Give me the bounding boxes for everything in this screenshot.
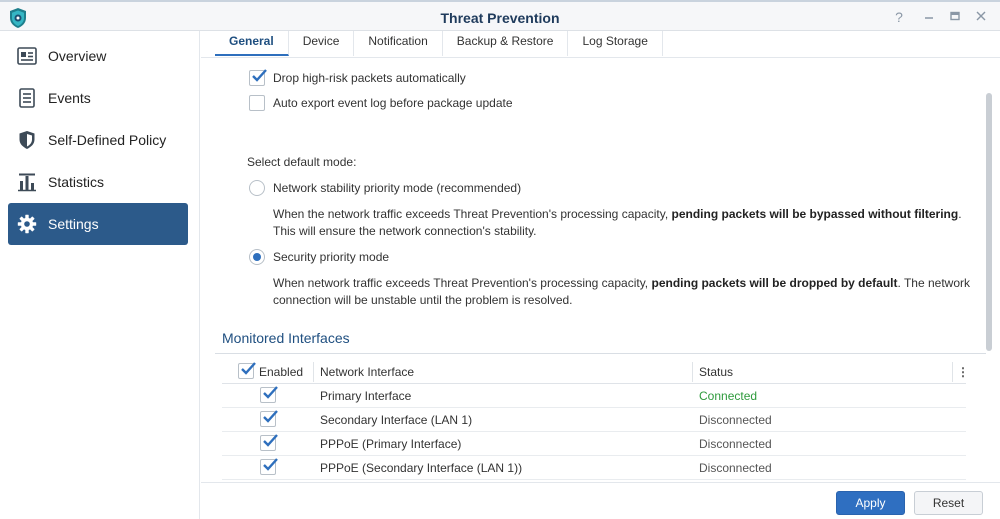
security-mode-description: When network traffic exceeds Threat Prevention's processing capacity, pending packets will be dropped by default. The network connection will be unstable until the problem is resolved.	[273, 276, 970, 307]
column-header-status[interactable]: Status	[699, 365, 734, 379]
interface-name: PPPoE (Secondary Interface (LAN 1))	[320, 461, 523, 475]
sidebar-item-overview[interactable]	[8, 35, 188, 77]
title-bar	[0, 0, 1000, 31]
auto-export-label: Auto export event log before package update	[273, 96, 513, 110]
drop-high-risk-option[interactable]	[249, 70, 466, 86]
sidebar-item-statistics[interactable]	[8, 161, 188, 203]
column-menu-icon[interactable]: ⋮	[957, 365, 969, 379]
help-icon[interactable]: ?	[895, 9, 903, 25]
settings-content	[201, 58, 988, 482]
auto-export-checkbox[interactable]	[249, 95, 265, 111]
sidebar-item-events[interactable]	[8, 77, 188, 119]
interface-name: Secondary Interface (LAN 1)	[320, 413, 473, 427]
stability-mode-radio[interactable]	[249, 180, 265, 196]
row-enabled-checkbox[interactable]	[260, 459, 276, 475]
table-row[interactable]	[222, 432, 966, 456]
stability-mode-description: When the network traffic exceeds Threat Prevention's processing capacity, pending packets will be bypassed without filtering. This will ensure the network connection's stability.	[273, 207, 962, 238]
default-mode-label: Select default mode:	[247, 155, 357, 169]
tab-backup-restore[interactable]: Backup & Restore	[443, 31, 569, 56]
interface-status: Disconnected	[699, 437, 772, 451]
table-row[interactable]	[222, 456, 966, 480]
sidebar	[0, 31, 200, 519]
reset-button[interactable]: Reset	[914, 491, 983, 515]
row-enabled-checkbox[interactable]	[260, 411, 276, 427]
tab-device[interactable]: Device	[289, 31, 355, 56]
column-divider	[952, 362, 953, 382]
overview-icon	[16, 45, 38, 67]
section-divider	[215, 353, 986, 354]
interface-name: PPPoE (Primary Interface)	[320, 437, 462, 451]
apply-button[interactable]: Apply	[836, 491, 905, 515]
security-mode-radio[interactable]	[249, 249, 265, 265]
minimize-icon[interactable]	[920, 8, 938, 26]
column-header-enabled[interactable]: Enabled	[259, 365, 304, 379]
interface-status: Disconnected	[699, 413, 772, 427]
table-header	[222, 360, 969, 384]
tab-log-storage[interactable]: Log Storage	[568, 31, 662, 56]
events-icon	[16, 87, 38, 109]
drop-high-risk-label: Drop high-risk packets automatically	[273, 71, 466, 85]
tab-notification[interactable]: Notification	[354, 31, 442, 56]
drop-high-risk-checkbox[interactable]	[249, 70, 265, 86]
table-row[interactable]	[222, 408, 966, 432]
auto-export-option[interactable]	[249, 95, 513, 111]
security-mode-label: Security priority mode	[273, 250, 390, 264]
stability-mode-label: Network stability priority mode (recommended)	[273, 181, 522, 195]
security-mode-option[interactable]	[249, 249, 389, 265]
sidebar-item-label: Events	[48, 90, 91, 106]
sidebar-item-settings[interactable]	[8, 203, 188, 245]
sidebar-item-label: Overview	[48, 48, 107, 64]
table-row[interactable]	[222, 384, 966, 408]
stability-mode-option[interactable]	[249, 180, 521, 196]
gear-icon	[16, 213, 38, 235]
sidebar-item-label: Self-Defined Policy	[48, 132, 167, 148]
row-enabled-checkbox[interactable]	[260, 387, 276, 403]
interface-status: Disconnected	[699, 461, 772, 475]
tab-general[interactable]: General	[215, 31, 289, 56]
content-scrollbar[interactable]	[986, 93, 992, 351]
select-all-checkbox[interactable]	[238, 363, 254, 379]
shield-icon	[16, 129, 38, 151]
close-icon[interactable]	[972, 8, 990, 26]
column-divider	[313, 362, 314, 382]
main-panel	[201, 31, 1000, 519]
maximize-icon[interactable]	[946, 8, 964, 26]
footer-bar	[201, 482, 1000, 519]
column-header-interface[interactable]: Network Interface	[320, 365, 415, 379]
sidebar-item-label: Settings	[48, 216, 99, 232]
interface-status: Connected	[699, 389, 758, 403]
tab-bar	[215, 31, 663, 56]
column-divider	[692, 362, 693, 382]
sidebar-item-self-defined-policy[interactable]	[8, 119, 188, 161]
window-title: Threat Prevention	[440, 10, 560, 26]
interface-name: Primary Interface	[320, 389, 412, 403]
sidebar-item-label: Statistics	[48, 174, 105, 190]
statistics-icon	[16, 171, 38, 193]
section-title-monitored-interfaces: Monitored Interfaces	[222, 330, 350, 346]
row-enabled-checkbox[interactable]	[260, 435, 276, 451]
